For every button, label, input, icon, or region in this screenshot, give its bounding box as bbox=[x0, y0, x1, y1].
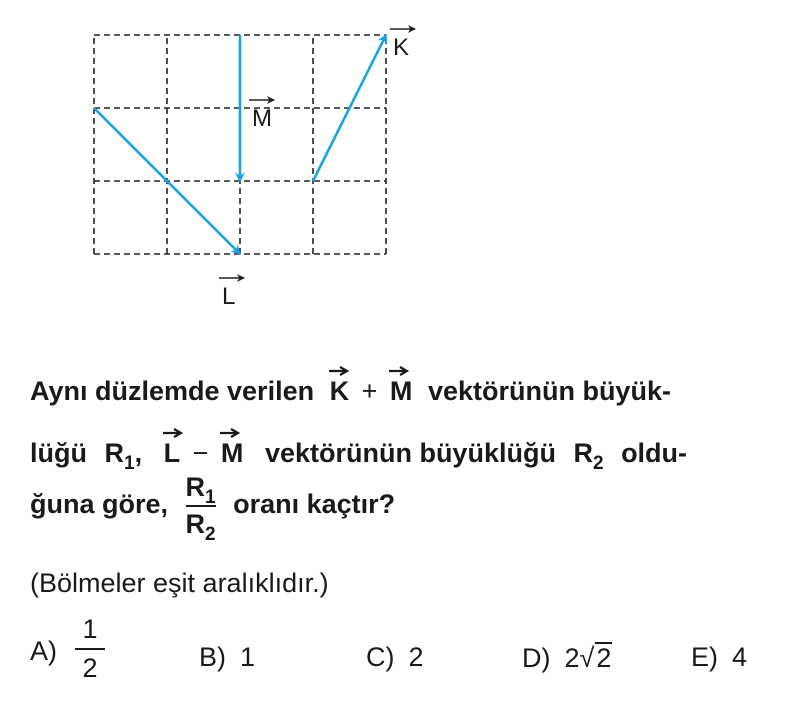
vector-label-text: L bbox=[222, 283, 236, 310]
vector-grid-diagram bbox=[0, 0, 797, 330]
vector-arrow-icon bbox=[329, 366, 349, 376]
r2-symbol: $R_2$ bbox=[573, 438, 604, 474]
option-b-label: B) bbox=[199, 642, 226, 672]
vector-m-label bbox=[249, 100, 274, 132]
option-c-value: 2 bbox=[408, 642, 424, 672]
option-e-value: 4 bbox=[732, 642, 748, 672]
option-c[interactable] bbox=[366, 642, 424, 673]
option-d[interactable] bbox=[522, 642, 612, 674]
question-text: ğuna göre, bbox=[30, 489, 169, 520]
option-b[interactable] bbox=[199, 642, 255, 673]
vector-l-symbol: L bbox=[164, 428, 181, 467]
vector-label-text: K bbox=[393, 34, 410, 61]
option-a[interactable] bbox=[30, 614, 105, 684]
r1-over-r2-fraction bbox=[185, 472, 216, 545]
question-line-3 bbox=[30, 472, 396, 545]
plus-sign: + bbox=[361, 376, 378, 406]
sqrt-sign: √ bbox=[579, 643, 595, 673]
vector-m-symbol: M bbox=[390, 366, 413, 405]
question-text: oldu- bbox=[621, 438, 688, 468]
question-line-2: lüğü $R_1$, L − M vektörünün büyüklüğü $R_2$ oldu- bbox=[30, 428, 687, 469]
option-d-value: 2√2 bbox=[564, 643, 612, 673]
vector-k-symbol: K bbox=[330, 366, 350, 405]
vector-label-text: M bbox=[252, 105, 272, 132]
fraction-numerator: $R_1$ bbox=[185, 472, 216, 508]
vector-arrow-icon bbox=[389, 366, 409, 376]
fraction-denominator: $R_2$ bbox=[185, 509, 216, 545]
question-text: vektörünün büyüklüğü bbox=[264, 438, 556, 468]
vector-l-label bbox=[219, 278, 244, 310]
question-text: vektörünün büyük- bbox=[427, 376, 671, 406]
r1-symbol: $R_1$ bbox=[104, 438, 135, 474]
question-text: oranı kaçtır? bbox=[233, 489, 396, 520]
option-b-value: 1 bbox=[240, 642, 256, 672]
question-text: Aynı düzlemde verilen bbox=[30, 376, 315, 406]
vector-k-label bbox=[390, 29, 415, 61]
vector-arrow-icon bbox=[220, 428, 240, 438]
option-a-label: A) bbox=[30, 635, 57, 666]
vector-m-symbol: M bbox=[221, 428, 244, 467]
option-e[interactable] bbox=[691, 642, 747, 673]
fraction-bar bbox=[75, 648, 105, 650]
option-d-label: D) bbox=[522, 642, 551, 673]
option-a-fraction: $\frac{1}{2}$ bbox=[75, 614, 105, 684]
question-line-1 bbox=[30, 366, 671, 407]
option-e-label: E) bbox=[691, 642, 718, 672]
question-text: lüğü bbox=[30, 438, 87, 468]
vector-arrow-icon bbox=[163, 428, 183, 438]
note-text: (Bölmeler eşit aralıklıdır.) bbox=[30, 568, 329, 598]
option-c-label: C) bbox=[366, 642, 395, 672]
minus-sign: − bbox=[192, 438, 209, 468]
